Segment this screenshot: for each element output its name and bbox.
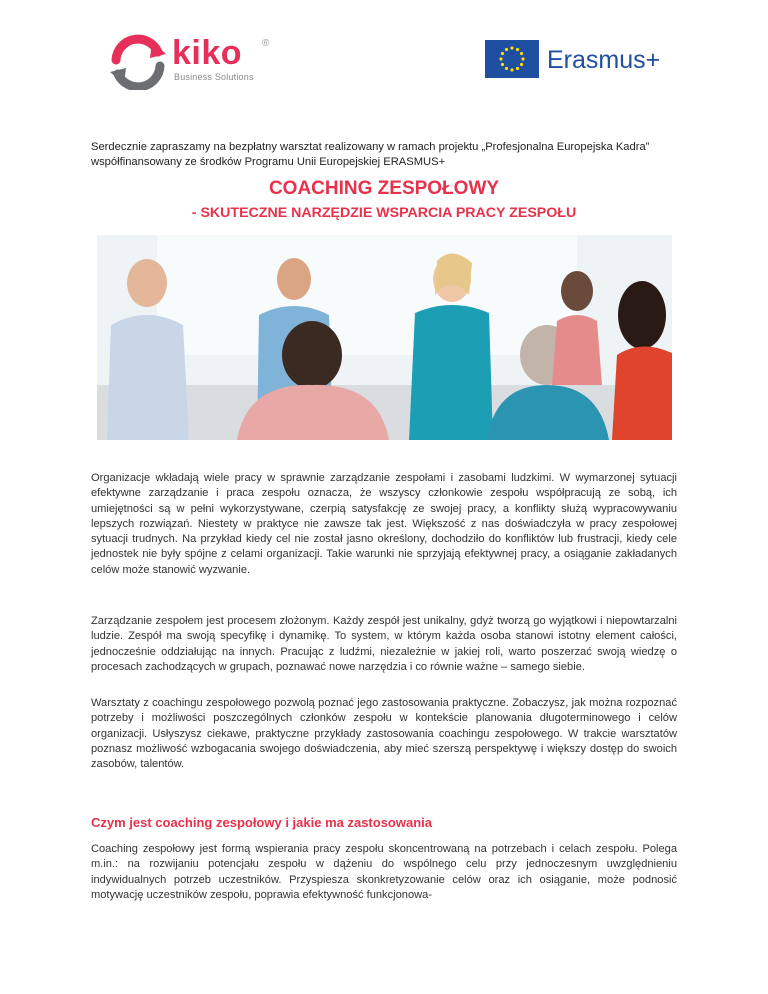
group-meeting-photo	[97, 235, 672, 440]
erasmus-logo	[485, 40, 685, 84]
paragraph-2: Zarządzanie zespołem jest procesem złożonym. Każdy zespół jest unikalny, gdyż tworzą go wyjątkowi i niepowtarzalni ludzie. Zespół ma swoją specyfikę i dynamikę. To system, w którym każda osoba stanowi istotny element całości, jednocześnie oddziałując na innych. Pracując z ludźmi, niezależnie w jakiej roli, warto poszerzać swoją wiedzę o procesach zachodzących w grupach, poznawać nowe narzędzia i co równie ważne – samego siebie.	[91, 615, 677, 673]
page-subtitle: - SKUTECZNE NARZĘDZIE WSPARCIA PRACY ZESPOŁU	[191, 205, 577, 221]
invitation-text: Serdecznie zapraszamy na bezpłatny warsztat realizowany w ramach projektu „Profesjonalna Europejska Kadra” współfinansowany ze środków Programu Unii Europejskiej ERASMUS+	[91, 141, 650, 168]
kiko-tagline: Business Solutions	[174, 72, 254, 82]
eu-flag-icon	[485, 40, 539, 78]
kiko-logo	[108, 34, 278, 90]
paragraph-3: Warsztaty z coachingu zespołowego pozwolą poznać jego zastosowania praktyczne. Zobaczysz, jak można rozpoznać potrzeby i możliwości poszczególnych członków zespołu w kontekście planowania długoterminowego i celów organizacji. Usłyszysz ciekawe, praktyczne przykłady zastosowania coachingu zespołowego. W trakcie warsztatów poznasz możliwość wzbogacania swojego doświadczenia, aby mieć szerszą perspektywę i większy dostęp do swoich zasobów, talentów.	[91, 697, 677, 771]
page-title: COACHING ZESPOŁOWY	[268, 178, 500, 199]
section-paragraph: Coaching zespołowy jest formą wspierania pracy zespołu skoncentrowaną na potrzebach i celach zespołu. Polega m.in.: na rozwijaniu potencjału zespołu w dążeniu do wspólnego celu przy jednoczesnym uwzględnieniu indywidualnych potrzeb uczestników. Przyspiesza skonkretyzowanie celów oraz ich osiąganie, może podnosić motywację uczestników zespołu, poprawia efektywność funkcjonowa-	[91, 843, 677, 901]
kiko-emblem-icon	[108, 34, 168, 90]
paragraph-1: Organizacje wkładają wiele pracy w sprawnie zarządzanie zespołami i zasobami ludzkimi. W wymarzonej sytuacji efektywne zarządzanie i praca zespołu oznacza, że wszyscy członkowie zespołu współpracują ze sobą, ich umiejętności są w pełni wykorzystywane, czerpią satysfakcję ze swojej pracy, a konflikty służą wypracowywaniu lepszych rozwiązań. Niestety w praktyce nie zawsze tak jest. Większość z nas doświadczyła w pracy zespołowej sytuacji trudnych. Na przykład kiedy cel nie został jasno określony, dochodziło do konfliktów lub frustracji, kiedy cele jednostek nie były spójne z celami organizacji. Takie warunki nie sprzyjają efektywnej pracy, a osiąganie zakładanych celów może stanowić wyzwanie.	[91, 472, 677, 576]
section-heading: Czym jest coaching zespołowy i jakie ma zastosowania	[91, 815, 433, 830]
erasmus-wordmark: Erasmus+	[547, 46, 661, 74]
registered-mark: ®	[262, 38, 270, 49]
kiko-wordmark: kiko	[172, 34, 243, 72]
